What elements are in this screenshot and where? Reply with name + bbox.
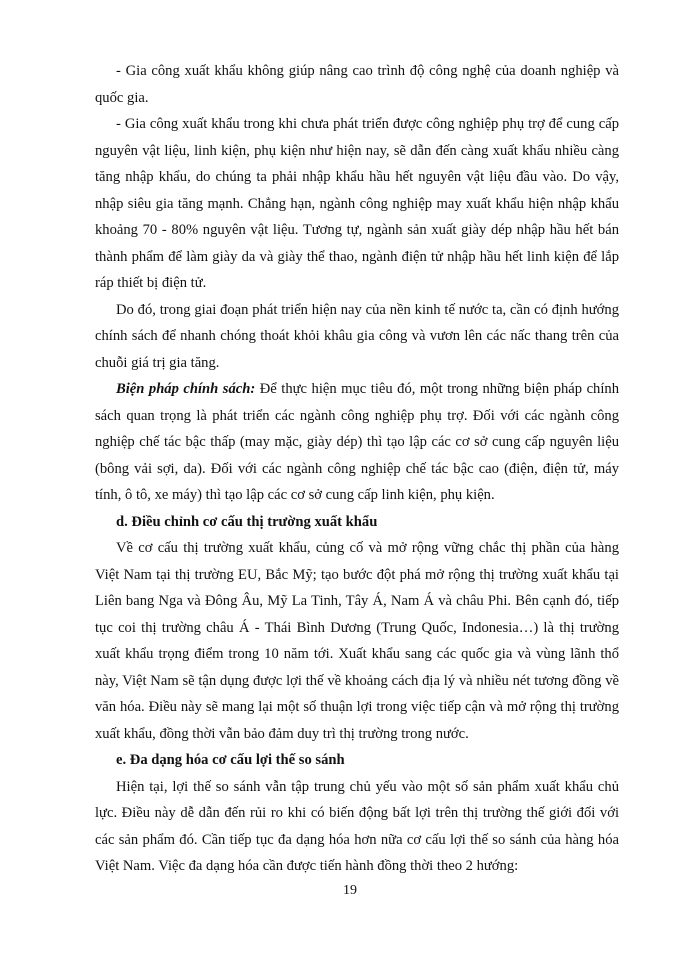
paragraph-export-markets: Về cơ cấu thị trường xuất khẩu, củng cố và mở rộng vững chắc thị phần của hàng Việt Nam tại thị trường EU, Bắc Mỹ; tạo bước đột phá mở rộng thị trường xuất khẩu tại Liên bang Nga và Đông Âu, Mỹ La Tinh, Tây Á, Nam Á và châu Phi. Bên cạnh đó, tiếp tục coi thị trường châu Á - Thái Bình Dương (Trung Quốc, Indonesia…) là thị trường xuất khẩu trọng điểm trong 10 năm tới. Xuất khẩu sang các quốc gia và vùng lãnh thổ này, Việt Nam sẽ tận dụng được lợi thế về khoảng cách địa lý và nhiều nét tương đồng về văn hóa. Điều này sẽ mang lại một số thuận lợi trong việc tiếp cận và mở rộng thị trường xuất khẩu, đồng thời vẫn bảo đảm duy trì thị trường trong nước. [95,540,619,742]
paragraph-policy-direction: Do đó, trong giai đoạn phát triển hiện nay của nền kinh tế nước ta, cần có định hướng chính sách để nhanh chóng thoát khỏi khâu gia công và vươn lên các nấc thang trên của chuỗi giá trị gia tăng. [95,301,619,371]
document-page [95,58,619,880]
policy-measures-text: Để thực hiện mục tiêu đó, một trong những biện pháp chính sách quan trọng là phát triển các ngành công nghiệp phụ trợ. Đối với các ngành công nghiệp chế tác bậc thấp (may mặc, giày dép) thì tạo lập các cơ sở cung cấp nguyên liệu (bông vải sợi, da). Đối với các ngành công nghiệp chế tác bậc cao (điện, điện tử, máy tính, ô tô, xe máy) thì tạo lập các cơ sở cung cấp linh kiện, phụ kiện. [95,381,619,503]
paragraph-comparative-advantage: Hiện tại, lợi thế so sánh vẫn tập trung chủ yếu vào một số sản phẩm xuất khẩu chủ lực. Điều này dễ dẫn đến rủi ro khi có biến động bất lợi trên thị trường thế giới đối với các sản phẩm đó. Cần tiếp tục đa dạng hóa hơn nữa cơ cấu lợi thế so sánh của hàng hóa Việt Nam. Việc đa dạng hóa cần được tiến hành đồng thời theo 2 hướng: [95,778,619,874]
bullet-paragraph-imports: - Gia công xuất khẩu trong khi chưa phát triển được công nghiệp phụ trợ để cung cấp nguyên vật liệu, linh kiện, phụ kiện như hiện nay, sẽ dẫn đến càng xuất khẩu nhiều càng tăng nhập khẩu, do chúng ta phải nhập khẩu hầu hết nguyên vật liệu đầu vào. Do vậy, nhập siêu gia tăng mạnh. Chẳng hạn, ngành công nghiệp may xuất khẩu hiện nhập khẩu khoảng 70 - 80% nguyên vật liệu. Tương tự, ngành sản xuất giày dép nhập hầu hết bán thành phẩm để làm giày da và giày thể thao, ngành điện tử nhập hầu hết linh kiện để lắp ráp thiết bị điện tử. [95,116,619,291]
policy-measures-label: Biện pháp chính sách: [116,381,256,397]
paragraph-policy-measures [95,376,619,509]
page-number: 19 [343,883,357,898]
bullet-paragraph-technology: - Gia công xuất khẩu không giúp nâng cao trình độ công nghệ của doanh nghiệp và quốc gia. [95,63,619,106]
section-heading-e: e. Đa dạng hóa cơ cấu lợi thế so sánh [116,752,345,768]
section-heading-d: d. Điều chỉnh cơ cấu thị trường xuất khẩu [116,513,378,530]
